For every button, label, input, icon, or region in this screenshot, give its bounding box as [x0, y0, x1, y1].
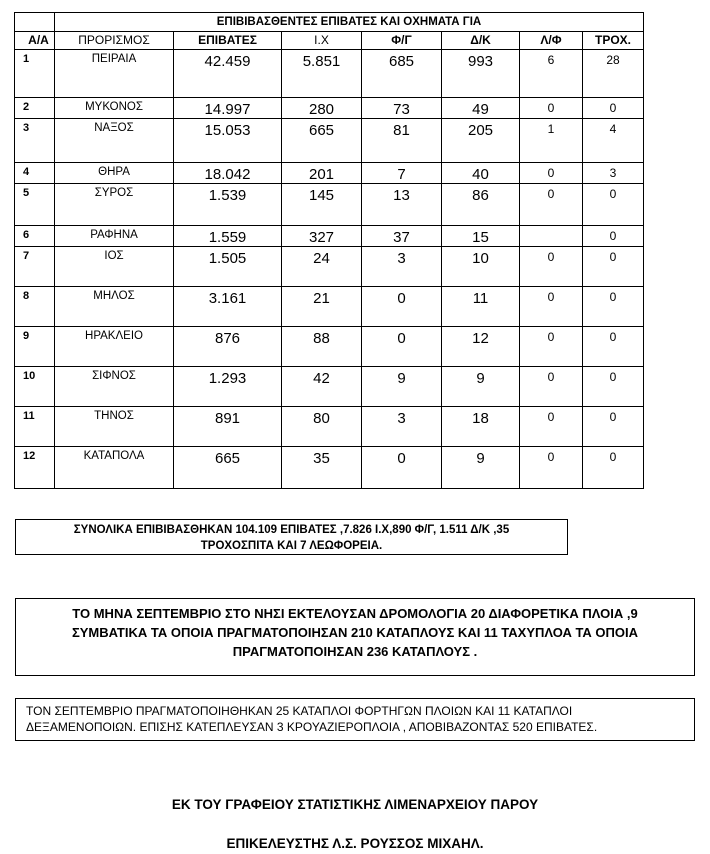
row-destination: ΝΑΞΟΣ [55, 119, 174, 163]
row-dk: 9 [442, 447, 520, 489]
row-lf: 0 [520, 287, 583, 327]
row-aa: 11 [15, 407, 55, 447]
row-ix: 80 [282, 407, 362, 447]
row-passengers: 42.459 [174, 50, 282, 98]
table-row [15, 327, 644, 367]
row-fg: 3 [362, 407, 442, 447]
header-lf: Λ/Φ [520, 32, 583, 50]
signature-office: ΕΚ ΤΟΥ ΓΡΑΦΕΙΟΥ ΣΤΑΤΙΣΤΙΚΗΣ ΛΙΜΕΝΑΡΧΕΙΟΥ ΠΑΡΟΥ [171, 797, 539, 812]
row-dk: 11 [442, 287, 520, 327]
row-lf: 0 [520, 98, 583, 119]
row-troch: 0 [583, 226, 644, 247]
table-row [15, 184, 644, 226]
row-troch: 0 [583, 447, 644, 489]
row-fg: 13 [362, 184, 442, 226]
row-passengers: 665 [174, 447, 282, 489]
row-lf: 0 [520, 247, 583, 287]
row-destination: ΡΑΦΗΝΑ [55, 226, 174, 247]
cargo-note-line-2: ΔΕΞΑΜΕΝΟΠΟΙΩΝ. ΕΠΙΣΗΣ ΚΑΤΕΠΛΕΥΣΑΝ 3 ΚΡΟΥΑΖΙΕΡΟΠΛΟΙΑ , ΑΠΟΒΙΒΑΖΟΝΤΑΣ 520 ΕΠΙΒΑΤΕΣ. [26, 720, 598, 734]
row-troch: 0 [583, 327, 644, 367]
row-lf: 6 [520, 50, 583, 98]
summary-line-1: ΣΥΝΟΛΙΚΑ ΕΠΙΒΙΒΑΣΘΗΚΑΝ 104.109 ΕΠΙΒΑΤΕΣ ,7.826 Ι.Χ,890 Φ/Γ, 1.511 Δ/Κ ,35 [73, 524, 510, 536]
row-ix: 327 [282, 226, 362, 247]
table-title: ΕΠΙΒΙΒΑΣΘΕΝΤΕΣ ΕΠΙΒΑΤΕΣ ΚΑΙ ΟΧΗΜΑΤΑ ΓΙΑ [55, 13, 644, 32]
row-aa: 6 [15, 226, 55, 247]
table-row [15, 119, 644, 163]
row-aa: 2 [15, 98, 55, 119]
row-dk: 12 [442, 327, 520, 367]
table-row [15, 407, 644, 447]
row-fg: 0 [362, 287, 442, 327]
header-troch: ΤΡΟΧ. [583, 32, 644, 50]
row-troch: 0 [583, 184, 644, 226]
table-row [15, 163, 644, 184]
row-fg: 7 [362, 163, 442, 184]
row-troch: 4 [583, 119, 644, 163]
row-dk: 49 [442, 98, 520, 119]
row-fg: 0 [362, 327, 442, 367]
row-lf: 1 [520, 119, 583, 163]
header-fg: Φ/Γ [362, 32, 442, 50]
row-dk: 15 [442, 226, 520, 247]
row-destination: ΙΟΣ [55, 247, 174, 287]
row-aa: 7 [15, 247, 55, 287]
summary-box [15, 519, 568, 555]
header-ix: Ι.Χ [282, 32, 362, 50]
cargo-note-line-1: ΤΟΝ ΣΕΠΤΕΜΒΡΙΟ ΠΡΑΓΜΑΤΟΠΟΙΗΘΗΚΑΝ 25 ΚΑΤΑΠΛΟΙ ΦΟΡΤΗΓΩΝ ΠΛΟΙΩΝ ΚΑΙ 11 ΚΑΤΑΠΛΟΙ [26, 704, 573, 718]
row-destination: ΤΗΝΟΣ [55, 407, 174, 447]
signature-officer: ΕΠΙΚΕΛΕΥΣΤΗΣ Λ.Σ. ΡΟΥΣΣΟΣ ΜΙΧΑΗΛ. [226, 836, 484, 851]
row-fg: 37 [362, 226, 442, 247]
row-ix: 280 [282, 98, 362, 119]
row-passengers: 15.053 [174, 119, 282, 163]
header-row [15, 32, 644, 50]
row-aa: 4 [15, 163, 55, 184]
row-ix: 24 [282, 247, 362, 287]
row-ix: 145 [282, 184, 362, 226]
row-lf: 0 [520, 407, 583, 447]
row-fg: 0 [362, 447, 442, 489]
passenger-vehicle-table [14, 12, 644, 489]
row-dk: 18 [442, 407, 520, 447]
row-dk: 993 [442, 50, 520, 98]
row-passengers: 1.539 [174, 184, 282, 226]
row-dk: 86 [442, 184, 520, 226]
header-dk: Δ/Κ [442, 32, 520, 50]
row-fg: 9 [362, 367, 442, 407]
row-aa: 8 [15, 287, 55, 327]
row-aa: 1 [15, 50, 55, 98]
row-troch: 0 [583, 98, 644, 119]
row-aa: 9 [15, 327, 55, 367]
row-destination: ΣΙΦΝΟΣ [55, 367, 174, 407]
row-passengers: 18.042 [174, 163, 282, 184]
row-dk: 9 [442, 367, 520, 407]
row-destination: ΣΥΡΟΣ [55, 184, 174, 226]
row-lf: 0 [520, 367, 583, 407]
row-lf: 0 [520, 184, 583, 226]
row-lf: 0 [520, 327, 583, 367]
row-dk: 205 [442, 119, 520, 163]
row-troch: 28 [583, 50, 644, 98]
row-passengers: 3.161 [174, 287, 282, 327]
row-destination: ΠΕΙΡΑΙΑ [55, 50, 174, 98]
row-ix: 5.851 [282, 50, 362, 98]
routes-note-line-3: ΠΡΑΓΜΑΤΟΠΟΙΗΣΑΝ 236 ΚΑΤΑΠΛΟΥΣ . [232, 644, 478, 659]
header-destination: ΠΡΟΡΙΣΜΟΣ [55, 32, 174, 50]
row-destination: ΜΗΛΟΣ [55, 287, 174, 327]
table-row [15, 447, 644, 489]
row-dk: 40 [442, 163, 520, 184]
title-spacer-cell [15, 13, 55, 32]
row-fg: 73 [362, 98, 442, 119]
row-lf: 0 [520, 447, 583, 489]
row-troch: 0 [583, 247, 644, 287]
row-troch: 0 [583, 287, 644, 327]
row-dk: 10 [442, 247, 520, 287]
row-passengers: 891 [174, 407, 282, 447]
row-passengers: 1.505 [174, 247, 282, 287]
routes-note-line-2: ΣΥΜΒΑΤΙΚΑ ΤΑ ΟΠΟΙΑ ΠΡΑΓΜΑΤΟΠΟΙΗΣΑΝ 210 ΚΑΤΑΠΛΟΥΣ ΚΑΙ 11 ΤΑΧΥΠΛΟΑ ΤΑ ΟΠΟΙΑ [71, 625, 639, 640]
summary-line-2: ΤΡΟΧΟΣΠΙΤΑ ΚΑΙ 7 ΛΕΩΦΟΡΕΙΑ. [200, 540, 383, 552]
header-passengers: ΕΠΙΒΑΤΕΣ [174, 32, 282, 50]
row-passengers: 1.293 [174, 367, 282, 407]
row-fg: 3 [362, 247, 442, 287]
table-row [15, 226, 644, 247]
row-ix: 88 [282, 327, 362, 367]
row-aa: 12 [15, 447, 55, 489]
table-row [15, 98, 644, 119]
row-passengers: 1.559 [174, 226, 282, 247]
header-aa: Α/Α [15, 32, 55, 50]
row-ix: 665 [282, 119, 362, 163]
row-passengers: 14.997 [174, 98, 282, 119]
table-row [15, 367, 644, 407]
row-ix: 35 [282, 447, 362, 489]
row-destination: ΚΑΤΑΠΟΛΑ [55, 447, 174, 489]
row-aa: 5 [15, 184, 55, 226]
row-passengers: 876 [174, 327, 282, 367]
row-fg: 81 [362, 119, 442, 163]
row-ix: 201 [282, 163, 362, 184]
row-destination: ΘΗΡΑ [55, 163, 174, 184]
routes-note-box [15, 598, 695, 676]
table-row [15, 287, 644, 327]
row-troch: 3 [583, 163, 644, 184]
row-ix: 21 [282, 287, 362, 327]
row-fg: 685 [362, 50, 442, 98]
row-destination: ΗΡΑΚΛΕΙΟ [55, 327, 174, 367]
cargo-note-box [15, 698, 695, 741]
row-lf [520, 226, 583, 247]
table-row [15, 50, 644, 98]
row-troch: 0 [583, 407, 644, 447]
row-ix: 42 [282, 367, 362, 407]
row-aa: 10 [15, 367, 55, 407]
row-aa: 3 [15, 119, 55, 163]
row-troch: 0 [583, 367, 644, 407]
routes-note-line-1: ΤΟ ΜΗΝΑ ΣΕΠΤΕΜΒΡΙΟ ΣΤΟ ΝΗΣΙ ΕΚΤΕΛΟΥΣΑΝ ΔΡΟΜΟΛΟΓΙΑ 20 ΔΙΑΦΟΡΕΤΙΚΑ ΠΛΟΙΑ ,9 [72, 606, 638, 621]
table-row [15, 247, 644, 287]
row-destination: ΜΥΚΟΝΟΣ [55, 98, 174, 119]
row-lf: 0 [520, 163, 583, 184]
